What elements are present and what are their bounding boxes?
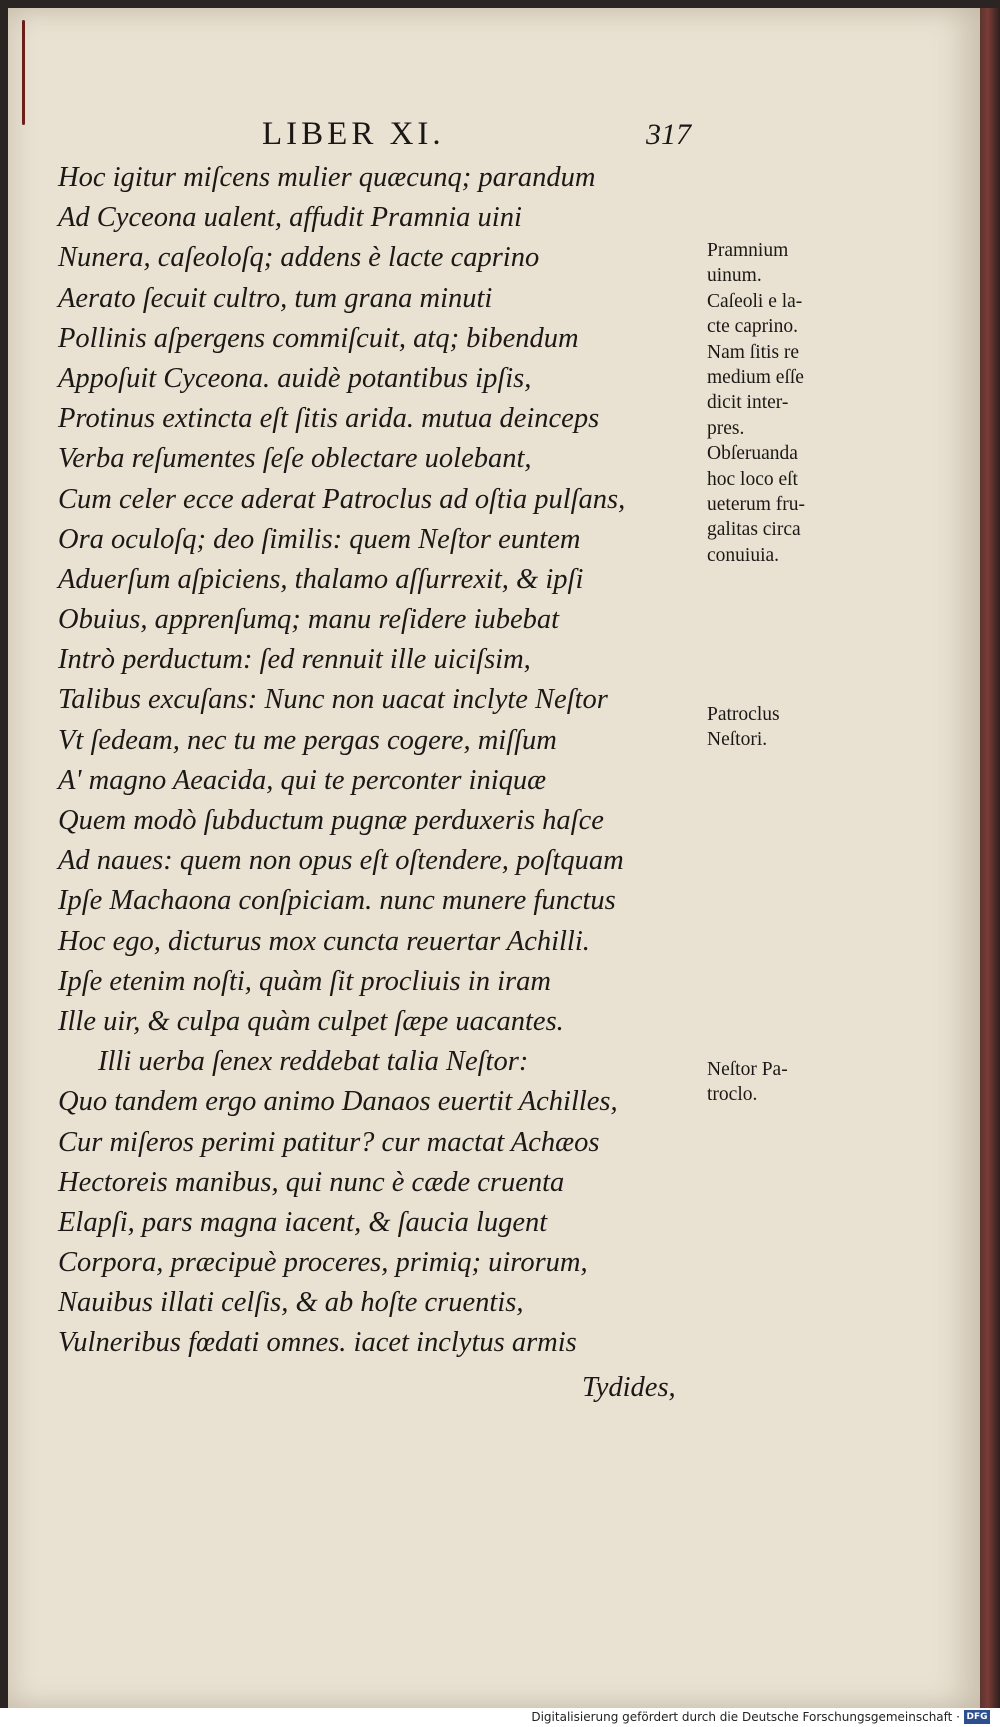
note-line: medium eſſe [707,367,804,389]
verse-line: Aduerſum aſpiciens, thalamo aſſurrexit, & ipſi [58,563,584,595]
digitization-credit: Digitalisierung gefördert durch die Deutsche Forschungsgemeinschaft · [531,1710,960,1724]
verse-line: Illi uerba ſenex reddebat talia Neſtor: [98,1046,529,1078]
verse-line: Obuius, apprenſumq; manu reſidere iubebat [58,604,560,636]
note-line: cte caprino. [707,316,798,338]
verse-line: Talibus excuſans: Nunc non uacat inclyte Neſtor [58,684,608,716]
note-line: troclo. [707,1084,758,1106]
verse-line: Intrò perductum: ſed rennuit ille uiciſsim, [58,644,531,676]
verse-line: Hoc ego, dicturus mox cuncta reuertar Achilli. [58,925,590,957]
marginal-note-patroclus [707,702,867,753]
note-line: Obſeruanda [707,443,798,465]
running-head: LIBER XI. [262,116,445,152]
verse-line: Protinus extincta eſt ſitis arida. mutua deinceps [58,403,600,435]
verse-line: Ad Cyceona ualent, affudit Pramnia uini [58,202,522,234]
note-line: Caſeoli e la- [707,290,803,312]
note-line: pres. [707,417,745,439]
dfg-logo: DFG [964,1710,990,1724]
verse-line: A' magno Aeacida, qui te perconter iniquæ [58,764,547,796]
verse-line: Hectoreis manibus, qui nunc è cæde cruenta [58,1166,565,1198]
verse-line: Cur miſeros perimi patitur? cur mactat Achæos [58,1126,600,1158]
verse-line: Ille uir, & culpa quàm culpet ſæpe uacantes. [58,1005,564,1037]
verse-line: Vulneribus fœdati omnes. iacet inclytus armis [58,1327,577,1359]
verse-line: Corpora, præcipuè proceres, primiq; uirorum, [58,1247,588,1279]
marginal-note-pramnium [707,238,867,568]
verse-line: Quo tandem ergo animo Danaos euertit Achilles, [58,1086,618,1118]
verse-line: Nunera, caſeoloſq; addens è lacte caprino [58,242,540,274]
verse-line: Vt ſedeam, nec tu me pergas cogere, miſſum [58,724,557,756]
note-line: conuiuia. [707,544,780,566]
note-line: Neſtor Pa- [707,1059,788,1080]
verse-line: Ad naues: quem non opus eſt oſtendere, poſtquam [58,845,624,877]
note-line: Patroclus [707,704,780,725]
note-line: galitas circa [707,519,801,541]
verse-block [58,158,698,1364]
verse-line: Ipſe etenim noſti, quàm ſit procliuis in iram [58,965,551,997]
verse-line: Aerato ſecuit cultro, tum grana minuti [58,282,493,314]
note-line: Pramnium [707,240,789,261]
verse-line: Pollinis aſpergens commiſcuit, atq; bibendum [58,322,579,354]
note-line: Neſtori. [707,729,768,751]
verse-line: Appoſuit Cyceona. auidè potantibus ipſis, [58,362,532,394]
note-line: ueterum fru- [707,494,805,516]
note-line: hoc loco eſt [707,468,798,490]
note-line: uinum. [707,265,762,287]
page-number: 317 [646,118,691,151]
catchword: Tydides, [582,1372,676,1403]
note-line: Nam ſitis re [707,341,800,363]
verse-line: Cum celer ecce aderat Patroclus ad oſtia pulſans, [58,483,626,515]
page-header [0,108,1000,158]
verse-line: Elapſi, pars magna iacent, & ſaucia lugent [58,1206,548,1238]
page-edge [980,8,1000,1708]
verse-line: Verba reſumentes ſeſe oblectare uolebant, [58,443,532,475]
verse-line: Ora oculoſq; deo ſimilis: quem Neſtor euntem [58,523,581,555]
verse-line: Hoc igitur miſcens mulier quæcunq; parandum [58,162,596,193]
verse-line: Nauibus illati celſis, & ab hoſte cruentis, [58,1287,524,1319]
note-line: dicit inter- [707,392,789,414]
verse-line: Ipſe Machaona conſpiciam. nunc munere functus [58,885,616,917]
marginal-note-nestor [707,1057,867,1108]
verse-line: Quem modò ſubductum pugnæ perduxeris haſce [58,805,604,836]
